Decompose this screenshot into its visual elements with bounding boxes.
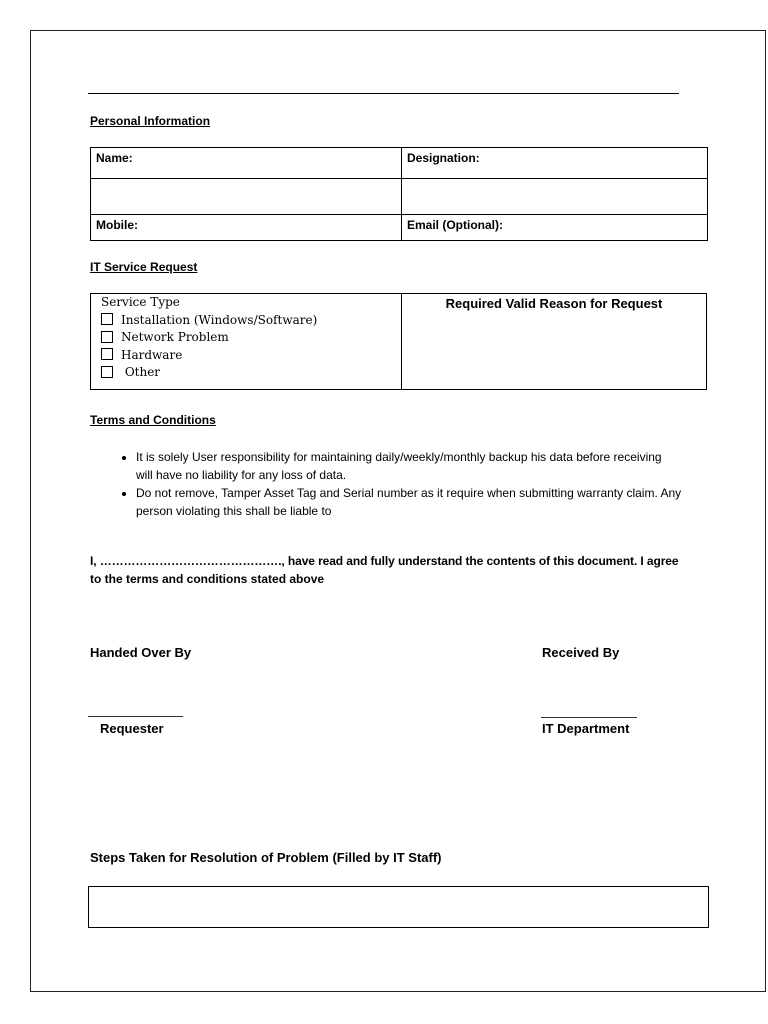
- resolution-box[interactable]: [88, 886, 709, 928]
- mobile-label: Mobile:: [91, 215, 402, 241]
- checkbox-icon[interactable]: [101, 366, 113, 378]
- service-option-hardware[interactable]: Hardware: [101, 347, 317, 365]
- checkbox-icon[interactable]: [101, 331, 113, 343]
- checkbox-icon[interactable]: [101, 313, 113, 325]
- service-option-installation[interactable]: Installation (Windows/Software): [101, 312, 317, 330]
- declaration-line-2: to the terms and conditions stated above: [90, 572, 325, 586]
- it-service-request-heading: IT Service Request: [90, 260, 198, 274]
- handed-over-label: Handed Over By: [90, 645, 192, 660]
- service-type-list: [101, 294, 317, 382]
- terms-item: • Do not remove, Tamper Asset Tag and Serial number as it require when submitting warranty claim. Any person violating this shall be liable to: [136, 484, 696, 520]
- title-line: [88, 93, 679, 94]
- personal-info-table: [90, 147, 708, 241]
- service-type-label: Service Type: [101, 295, 180, 309]
- declaration-line-1: I, ………………………………………., have read and fully understand the contents of this document. I agree: [90, 554, 679, 568]
- designation-label: Designation:: [402, 148, 708, 179]
- terms-list: [110, 448, 709, 520]
- resolution-heading: Steps Taken for Resolution of Problem (Filled by IT Staff): [90, 850, 442, 865]
- name-label: Name:: [91, 148, 402, 179]
- checkbox-icon[interactable]: [101, 348, 113, 360]
- service-option-other[interactable]: Other: [101, 364, 317, 382]
- reason-heading: Required Valid Reason for Request: [445, 296, 663, 311]
- requester-label: Requester: [100, 721, 164, 736]
- designation-value-cell[interactable]: [402, 179, 708, 215]
- requester-signature-line[interactable]: [88, 716, 183, 717]
- service-request-table: [90, 293, 707, 390]
- it-department-label: IT Department: [542, 721, 630, 736]
- service-option-network[interactable]: Network Problem: [101, 329, 317, 347]
- received-by-label: Received By: [542, 645, 620, 660]
- it-department-signature-line[interactable]: [541, 717, 637, 718]
- terms-item: • It is solely User responsibility for maintaining daily/weekly/monthly backup his data before receiving will have no liability for any loss of data.: [136, 448, 696, 484]
- name-value-cell[interactable]: [91, 179, 402, 215]
- terms-heading: Terms and Conditions: [90, 413, 216, 427]
- personal-info-heading: Personal Information: [90, 114, 211, 128]
- email-label: Email (Optional):: [402, 215, 708, 241]
